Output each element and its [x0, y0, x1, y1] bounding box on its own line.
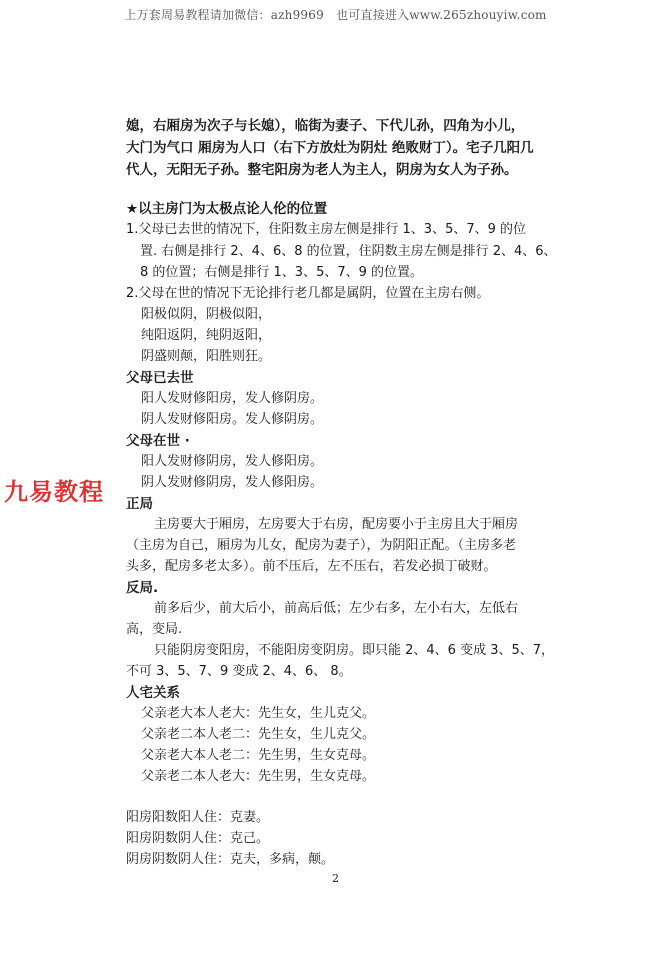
text-line: 8 的位置；右侧是排行 1、3、5、7、9 的位置。	[140, 265, 424, 280]
text-line: 只能阴房变阳房，不能阳房变阴房。即只能 2、4、6 变成 3、5、7，	[154, 643, 555, 658]
text-line: 阳房阴数阴人住：克己。	[126, 831, 270, 846]
text-line: 阴人发财修阳房。发人修阴房。	[141, 412, 324, 427]
section-heading: 人宅关系	[126, 685, 180, 701]
text-line: 阳房阳数阳人住：克妻。	[126, 810, 270, 825]
section-heading: 正局	[126, 496, 153, 512]
section-heading: 父母已去世	[126, 370, 194, 386]
section-heading: 反局.	[126, 580, 159, 596]
text-line: 大门为气口 厢房为人口（右下方放灶为阴灶 绝败财丁）。宅子几阳几	[126, 140, 534, 156]
text-line: 阳人发财修阴房，发人修阳房。	[141, 454, 324, 469]
page-header-text: 上万套周易教程请加微信：azh9969 也可直接进入www.265zhouyiw.com	[124, 8, 547, 22]
text-line: 父亲老大本人老大：先生女，生儿克父。	[141, 706, 376, 721]
text-line: 不可 3、5、7、9 变成 2、4、6、 8。	[126, 664, 352, 679]
text-line: 阴盛则颠，阳胜则狂。	[141, 349, 272, 364]
section-heading: ★以主房门为太极点论人伦的位置	[126, 201, 328, 217]
text-line: 置. 右侧是排行 2、4、6、8 的位置，住阴数主房左侧是排行 2、4、6、	[140, 244, 557, 259]
text-line: （主房为自己，厢房为儿女，配房为妻子），为阴阳正配。（主房多老	[126, 538, 517, 553]
text-line: 代人，无阳无子孙。整宅阳房为老人为主人，阴房为女人为子孙。	[126, 162, 518, 178]
text-line: 2.父母在世的情况下无论排行老几都是属阴，位置在主房右侧。	[126, 286, 490, 301]
text-line: 父亲老二本人老二：先生女，生儿克父。	[141, 727, 376, 742]
text-line: 头多，配房多老太多）。前不压后，左不压右，若发必损丁破财。	[126, 559, 497, 574]
section-heading: 父母在世 ·	[126, 433, 190, 449]
text-line: 前多后少，前大后小，前高后低；左少右多，左小右大，左低右	[154, 601, 519, 616]
text-line: 媳，右厢房为次子与长媳），临街为妻子、下代儿孙，四角为小儿，	[126, 118, 525, 134]
text-line: 1.父母已去世的情况下，住阳数主房左侧是排行 1、3、5、7、9 的位	[126, 222, 527, 237]
watermark-logo-text: 九易教程	[4, 478, 104, 506]
page-number: 2	[332, 872, 339, 885]
text-line: 阴人发财修阴房，发人修阳房。	[141, 475, 324, 490]
text-line: 高，变局.	[126, 622, 183, 637]
text-line: 父亲老二本人老大：先生男，生女克母。	[141, 769, 376, 784]
text-line: 主房要大于厢房，左房要大于右房，配房要小于主房且大于厢房	[154, 517, 519, 532]
text-line: 阳人发财修阳房，发人修阴房。	[141, 391, 324, 406]
text-line: 阳极似阴，阴极似阳，	[141, 307, 272, 322]
text-line: 纯阳返阴，纯阴返阳，	[141, 328, 272, 343]
text-line: 父亲老大本人老二：先生男，生女克母。	[141, 748, 376, 763]
text-line: 阴房阴数阴人住：克夫，多病，颠。	[126, 852, 335, 867]
